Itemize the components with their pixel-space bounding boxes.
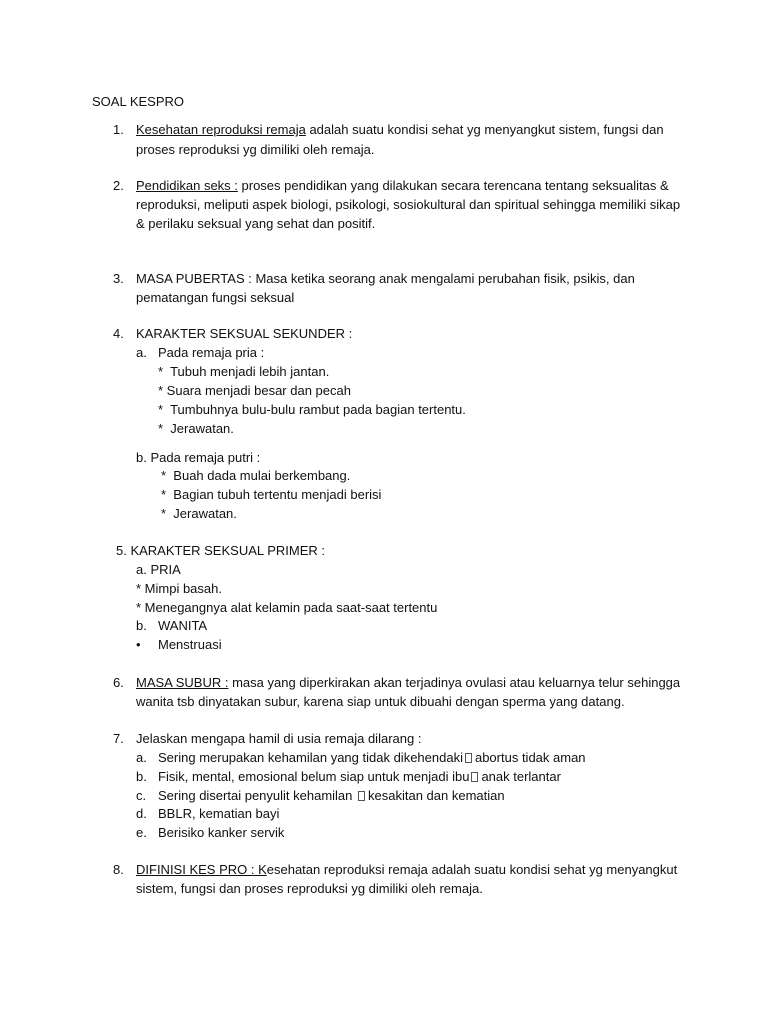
q2-text: proses pendidikan yang dilakukan secara terencana tentang seksualitas & <box>237 178 669 193</box>
q4-a-label: a. <box>136 345 147 360</box>
q1-term: Kesehatan reproduksi remaja <box>136 122 306 137</box>
q8-term: DIFINISI KES PRO : K <box>136 862 267 877</box>
q4-number: 4. <box>113 326 124 341</box>
q2-line-3: & perilaku seksual yang sehat dan positif. <box>136 216 376 231</box>
q8-line-2: sistem, fungsi dan proses reproduksi yg dimiliki oleh remaja. <box>136 881 483 896</box>
document-title: SOAL KESPRO <box>92 94 184 109</box>
q4-b-title: b. Pada remaja putri : <box>136 450 261 465</box>
q5-b: WANITA <box>158 618 208 633</box>
q4-a-title: Pada remaja pria : <box>158 345 265 360</box>
q1-line-2: proses reproduksi yg dimiliki oleh remaja. <box>136 142 375 157</box>
q4-heading: KARAKTER SEKSUAL SEKUNDER : <box>136 326 353 341</box>
q8-line-1 <box>136 862 677 878</box>
q7-c-label: c. <box>136 788 147 803</box>
arrow-placeholder-icon <box>358 791 365 801</box>
q4-a-item-4: * Jerawatan. <box>158 421 234 436</box>
q4-b-item-3: * Jerawatan. <box>161 506 237 521</box>
q3-line-1: MASA PUBERTAS : Masa ketika seorang anak mengalami perubahan fisik, psikis, dan <box>136 271 635 286</box>
q4-b-item-1: * Buah dada mulai berkembang. <box>161 468 351 483</box>
q8-number: 8. <box>113 862 124 877</box>
q3-line-2: pematangan fungsi seksual <box>136 290 295 305</box>
arrow-placeholder-icon <box>471 772 478 782</box>
q8-text: esehatan reproduksi remaja adalah suatu kondisi sehat yg menyangkut <box>266 862 678 877</box>
q1-line-1 <box>136 122 664 138</box>
q4-a-item-1: * Tubuh menjadi lebih jantan. <box>158 364 330 379</box>
q1-text: adalah suatu kondisi sehat yg menyangkut sistem, fungsi dan <box>305 122 664 137</box>
q4-a-item-3: * Tumbuhnya bulu-bulu rambut pada bagian tertentu. <box>158 402 466 417</box>
q7-b-item: Fisik, mental, emosional belum siap untuk menjadi ibu anak terlantar <box>158 769 561 784</box>
q7-a-label: a. <box>136 750 147 765</box>
q5-item-1: * Mimpi basah. <box>136 581 222 596</box>
arrow-placeholder-icon <box>465 753 472 763</box>
q5-item-2: * Menegangnya alat kelamin pada saat-saat tertentu <box>136 600 438 615</box>
q2-line-2: reproduksi, meliputi aspek biologi, psikologi, sosiokultural dan spiritual sehingga memiliki sikap <box>136 197 681 212</box>
bullet-icon: • <box>136 637 141 652</box>
q6-term: MASA SUBUR : <box>136 675 229 690</box>
q7-a-item: Sering merupakan kehamilan yang tidak dikehendaki abortus tidak aman <box>158 750 586 765</box>
q6-line-1 <box>136 675 680 691</box>
q5-b-label: b. <box>136 618 147 633</box>
q4-b-item-2: * Bagian tubuh tertentu menjadi berisi <box>161 487 382 502</box>
q6-number: 6. <box>113 675 124 690</box>
q7-number: 7. <box>113 731 124 746</box>
q7-c-item: Sering disertai penyulit kehamilan kesakitan dan kematian <box>158 788 505 803</box>
q5-bullet-item: Menstruasi <box>158 637 222 652</box>
q6-text: masa yang diperkirakan akan terjadinya ovulasi atau keluarnya telur sehingga <box>228 675 681 690</box>
q1-number: 1. <box>113 122 124 137</box>
q4-a-item-2: * Suara menjadi besar dan pecah <box>158 383 351 398</box>
q7-e-label: e. <box>136 825 147 840</box>
q7-b-label: b. <box>136 769 147 784</box>
q2-number: 2. <box>113 178 124 193</box>
q7-d-label: d. <box>136 806 147 821</box>
q7-e-item: Berisiko kanker servik <box>158 825 285 840</box>
q5-a: a. PRIA <box>136 562 181 577</box>
q2-term: Pendidikan seks : <box>136 178 238 193</box>
q5-heading: 5. KARAKTER SEKSUAL PRIMER : <box>116 543 326 558</box>
q2-line-1 <box>136 178 669 194</box>
q6-line-2: wanita tsb dinyatakan subur, karena siap untuk dibuahi dengan sperma yang datang. <box>136 694 625 709</box>
q7-heading: Jelaskan mengapa hamil di usia remaja dilarang : <box>136 731 422 746</box>
q7-d-item: BBLR, kematian bayi <box>158 806 280 821</box>
q3-number: 3. <box>113 271 124 286</box>
